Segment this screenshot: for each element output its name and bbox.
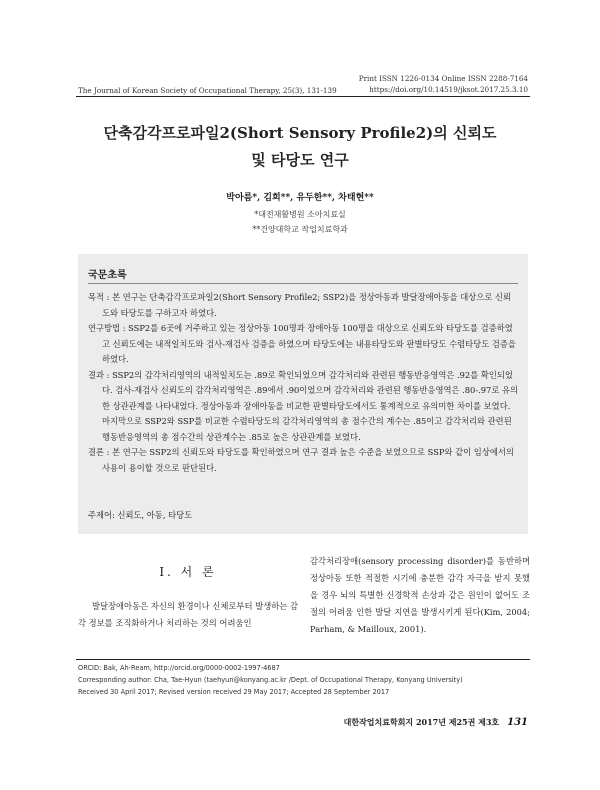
paper-title-line-2: 및 타당도 연구 xyxy=(251,151,349,169)
keywords: 주제어: 신뢰도, 아동, 타당도 xyxy=(88,510,193,520)
affiliation-1: *대전재활병원 소아치료실 xyxy=(254,210,346,219)
intro-paragraph-left: 발달장애아동은 자신의 환경이나 신체로부터 발생하는 감각 정보를 조직화하거나 처리하는 것의 어려움인 xyxy=(78,601,298,628)
doi-link[interactable]: https://doi.org/10.14519/jksot.2017.25.3.10 xyxy=(369,85,528,94)
page-number: 131 xyxy=(507,717,528,728)
journal-citation: The Journal of Korean Society of Occupational Therapy, 25(3), 131-139 xyxy=(78,86,337,95)
abstract-purpose: 목적 : 본 연구는 단축감각프로파일2(Short Sensory Profile2; SSP2)을 정상아동과 발달장애아동을 대상으로 신뢰도와 타당도를 구하고자 하였다. xyxy=(88,292,512,318)
header-rule xyxy=(76,96,530,97)
abstract-methods: 연구방법 : SSP2를 6곳에 거주하고 있는 정상아동 100명과 장애아동 100명을 대상으로 신뢰도와 타당도를 검증하였고 신뢰도에는 내적일치도와 검사-재검사 검증을 하였으며 타당도에는 내용타당도와 판별타당도 수렴타당도 검증을 하였다. xyxy=(88,323,516,364)
body-column-left xyxy=(78,598,298,632)
abstract-results: 결과 : SSP2의 감각처리영역의 내적일치도는 .89로 확인되었으며 감각처리와 관련된 행동반응영역은 .92를 확인되었다. 검사-재검사 신뢰도의 감각처리영역은 .89에서 .90이었으며 감각처리와 관련된 행동반응영역은 .80-.97로 유의한 상관관계를 나타내었다. 정상아동과 장애아동을 비교한 판별타당도에서도 통계적으로 유의미한 차이를 보였다. 마지막으로 SSP2와 SSP를 비교한 수렴타당도의 감각처리영역의 총 점수간의 계수는 .85이고 감각처리와 관련된 행동반응영역의 총 점수간의 상관계수는 .85로 높은 상관관계를 보였다. xyxy=(88,369,519,442)
footnote-rule xyxy=(76,659,530,660)
paper-title-line-1: 단축감각프로파일2(Short Sensory Profile2)의 신뢰도 xyxy=(103,124,497,142)
issn-line: Print ISSN 1226-0134 Online ISSN 2288-7164 xyxy=(358,74,528,83)
footnote-orcid: ORCID: Bak, Ah-Ream, http://orcid.org/0000-0002-1997-4687 xyxy=(78,664,280,672)
affiliation-2: **건양대학교 작업치료학과 xyxy=(252,225,348,234)
footnote-received-dates: Received 30 April 2017; Revised version received 29 May 2017; Accepted 28 September 2017 xyxy=(78,688,390,696)
intro-paragraph-right: 감각처리장애(sensory processing disorder)를 동반하며 정상아동 또한 적절한 시기에 충분한 감각 자극을 받지 못했을 경우 뇌의 특별한 신경학적 손상과 같은 원인이 없어도 조절의 어려움 인한 발달 지연을 발생시키게 된다(Kim, 2004; Parham, & Mailloux, 2001). xyxy=(310,556,530,634)
author-list: 박아름*, 김희**, 유두한**, 차태현** xyxy=(226,193,374,203)
abstract-heading: 국문초록 xyxy=(88,270,127,281)
section-title: Ⅰ. 서 론 xyxy=(159,565,217,579)
page-footer xyxy=(344,717,528,728)
body-column-right xyxy=(310,553,530,638)
abstract-body xyxy=(88,290,518,476)
abstract-divider xyxy=(88,283,518,284)
abstract-conclusion: 결론 : 본 연구는 SSP2의 신뢰도와 타당도를 확인하였으며 연구 결과 높은 수준을 보였으므로 SSP와 같이 임상에서의 사용이 용이할 것으로 판단된다. xyxy=(88,447,514,473)
footnote-corresponding-author: Corresponding author: Cha, Tae-Hyun (taehyun@konyang.ac.kr /Dept. of Occupational Therapy, Konyang University) xyxy=(78,676,463,684)
footer-journal-issue: 대한작업치료학회지 2017년 제25권 제3호 xyxy=(343,717,500,727)
